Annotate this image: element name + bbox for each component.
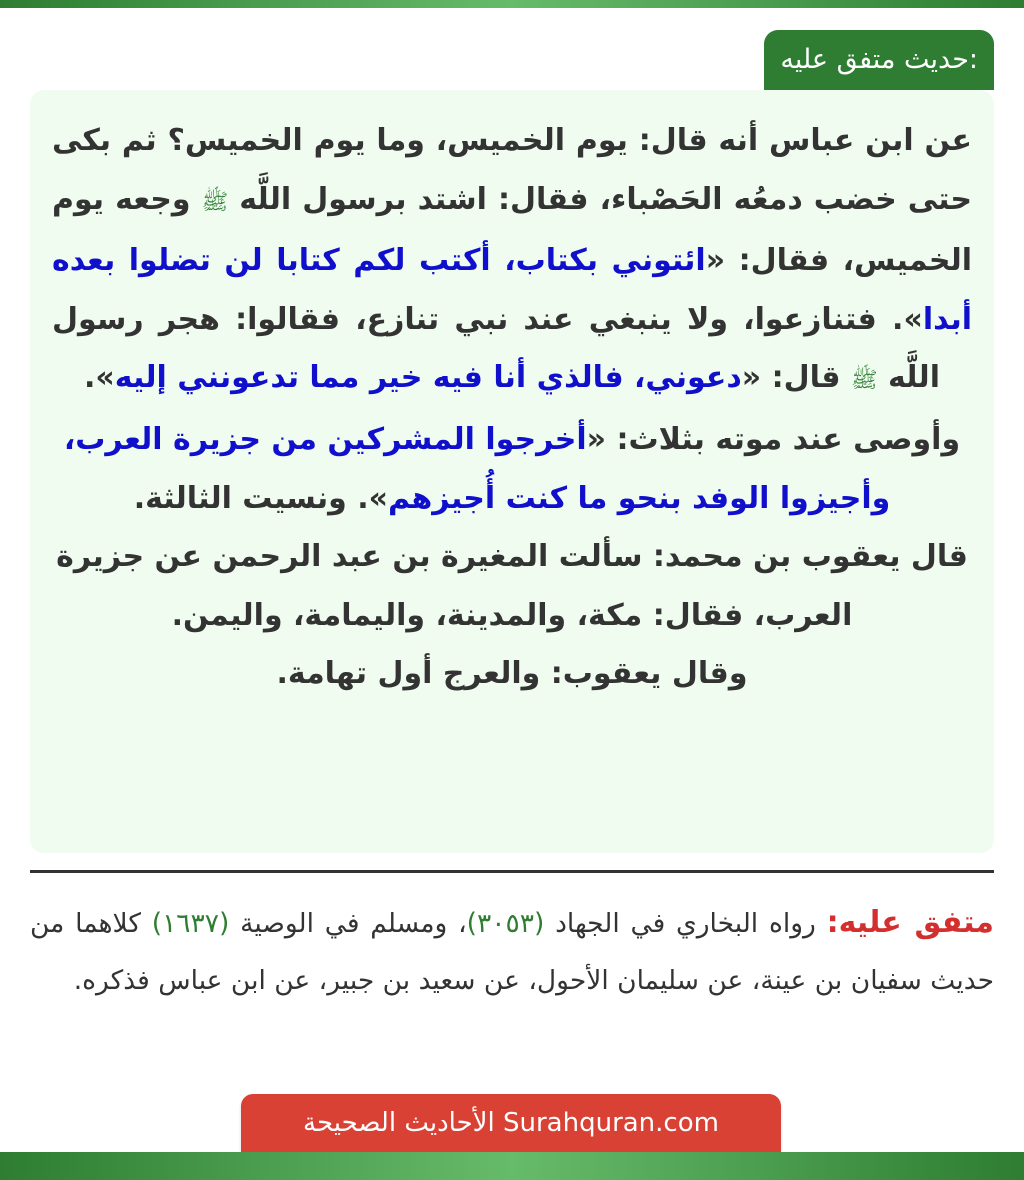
- source-number-1: (٣٠٥٣): [466, 908, 545, 939]
- divider-line: [30, 870, 994, 873]
- hadith-type-tag: حديث متفق عليه:: [764, 30, 994, 90]
- prophet-quote-3: أخرجوا المشركين من جزيرة العرب، وأجيزوا الوفد بنحو ما كنت أُجيزهم: [63, 421, 891, 516]
- hadith-paragraph-1: [52, 112, 972, 411]
- hadith-p1-text-c: ». فتنازعوا، ولا ينبغي عند نبي تنازع، فقالوا: هجر رسول اللَّه: [52, 301, 940, 396]
- prophet-quote-1: ائتوني بكتاب، أكتب لكم كتابا لن تضلوا بعده أبدا: [52, 243, 972, 337]
- salawat-icon: ﷺ: [201, 189, 229, 215]
- prophet-quote-2: دعوني، فالذي أنا فيه خير مما تدعونني إليه: [114, 360, 742, 396]
- hadith-source-text: [30, 894, 994, 1009]
- source-text-2: ، ومسلم في الوصية: [229, 908, 467, 939]
- source-text-3: كلاهما من حديث سفيان بن عينة، عن سليمان الأحول، عن سعيد بن جبير، عن ابن عباس فذكره.: [30, 908, 994, 996]
- hadith-p1-text-e: ».: [84, 360, 115, 396]
- hadith-p1-text-b: وجعه يوم الخميس، فقال: «: [52, 181, 972, 279]
- source-number-2: (١٦٣٧): [151, 908, 230, 939]
- bottom-green-bar: [0, 1152, 1024, 1180]
- salawat-icon: ﷺ: [850, 368, 878, 394]
- top-green-bar: [0, 0, 1024, 8]
- hadith-p2-text-a: وأوصى عند موته بثلاث: «: [586, 421, 961, 457]
- hadith-paragraph-4: وقال يعقوب: والعرج أول تهامة.: [276, 656, 748, 692]
- hadith-text-box: [30, 90, 994, 853]
- hadith-p1-text-a: عن ابن عباس أنه قال: يوم الخميس، وما يوم الخميس؟ ثم بكى حتى خضب دمعُه الحَصْباء، فقال: اشتد برسول اللَّه: [52, 123, 972, 217]
- source-text-1: رواه البخاري في الجهاد: [544, 908, 827, 939]
- hadith-p1-text-d: قال: «: [741, 360, 851, 396]
- hadith-paragraph-3: قال يعقوب بن محمد: سألت المغيرة بن عبد الرحمن عن جزيرة العرب، فقال: مكة، والمدينة، واليمامة، واليمن.: [56, 539, 968, 633]
- hadith-paragraph-2: [52, 411, 972, 528]
- source-label: متفق عليه:: [826, 905, 995, 940]
- hadith-p2-text-b: ». ونسيت الثالثة.: [133, 480, 388, 516]
- site-brand-badge: الأحاديث الصحيحة Surahquran.com: [241, 1094, 781, 1152]
